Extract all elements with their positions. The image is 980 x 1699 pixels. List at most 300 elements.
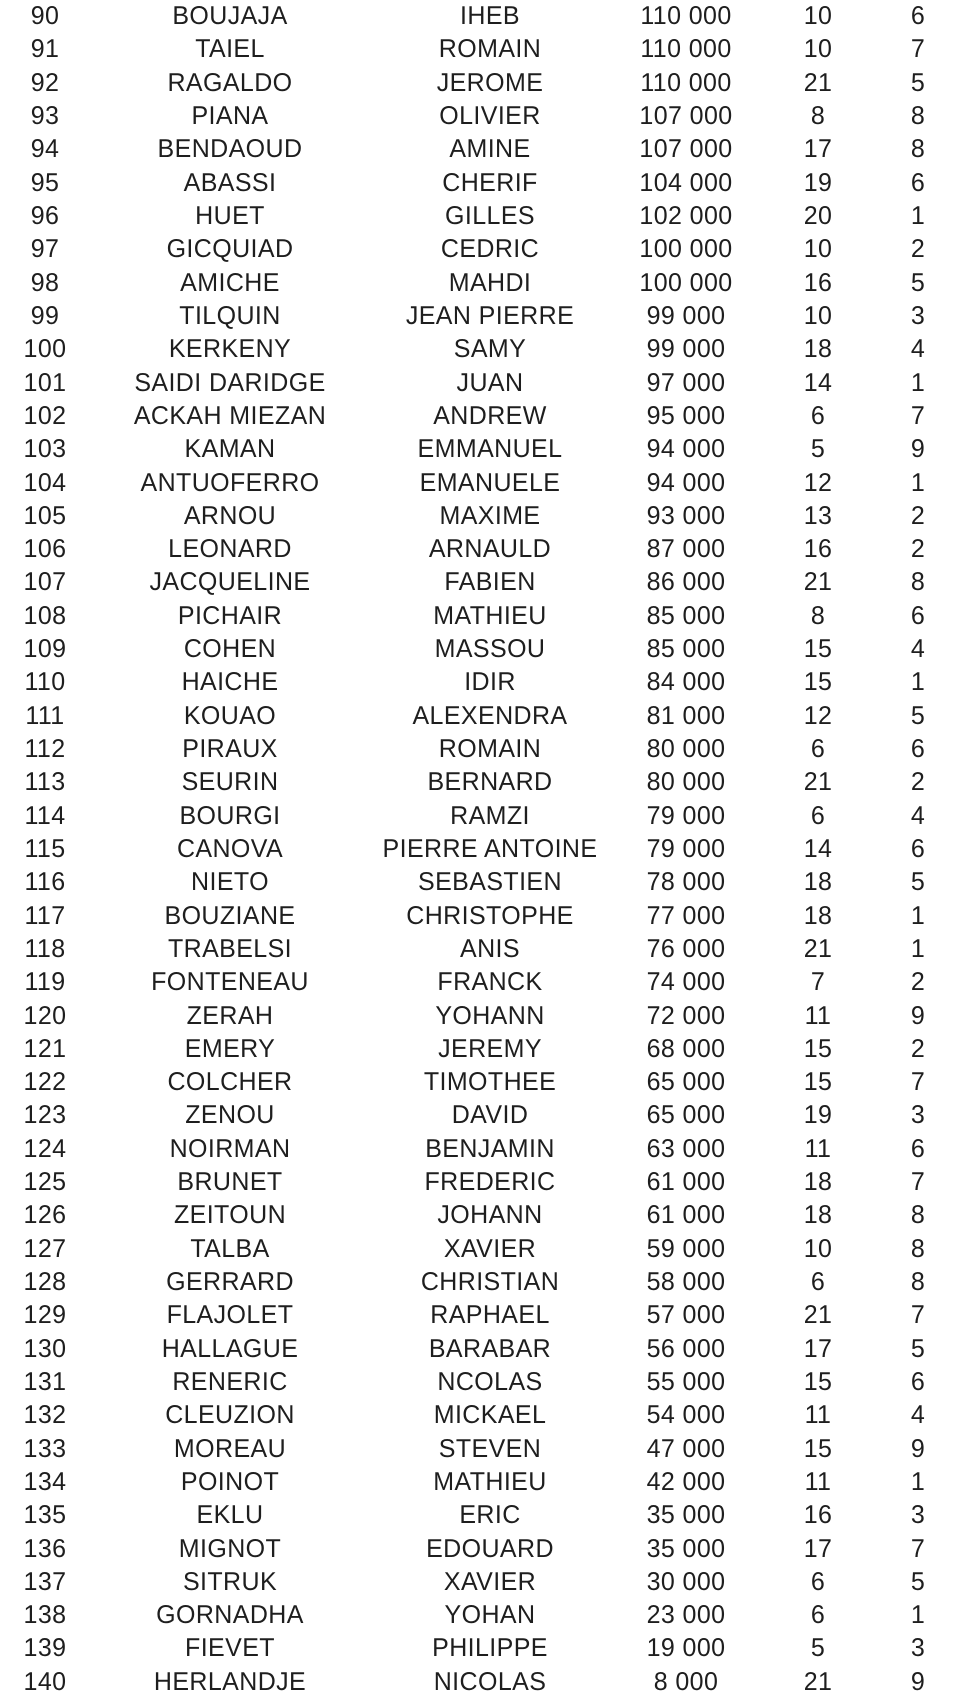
table-row xyxy=(0,1099,980,1132)
table-row xyxy=(0,200,980,233)
rank-cell: 103 xyxy=(23,434,67,464)
stat2-cell: 6 xyxy=(910,1134,926,1164)
rank-cell: 135 xyxy=(23,1500,67,1530)
table-row xyxy=(0,1199,980,1232)
last-name-cell: ZEITOUN xyxy=(173,1200,287,1230)
first-name-cell: ARNAULD xyxy=(428,534,552,564)
table-row xyxy=(0,133,980,166)
rank-cell: 127 xyxy=(23,1234,67,1264)
stat1-cell: 6 xyxy=(810,1567,826,1597)
stat2-cell: 5 xyxy=(910,1334,926,1364)
score-cell: 61 000 xyxy=(646,1167,726,1197)
stat2-cell: 8 xyxy=(910,1234,926,1264)
first-name-cell: JEAN PIERRE xyxy=(405,301,575,331)
last-name-cell: GERRARD xyxy=(166,1267,294,1297)
rank-cell: 138 xyxy=(23,1600,67,1630)
stat1-cell: 8 xyxy=(810,101,826,131)
stat1-cell: 18 xyxy=(803,1167,833,1197)
table-row xyxy=(0,1233,980,1266)
score-cell: 80 000 xyxy=(646,767,726,797)
stat1-cell: 10 xyxy=(803,301,833,331)
first-name-cell: ANIS xyxy=(460,934,520,964)
first-name-cell: AMINE xyxy=(449,134,531,164)
first-name-cell: BERNARD xyxy=(427,767,553,797)
table-row xyxy=(0,899,980,932)
first-name-cell: FREDERIC xyxy=(424,1167,556,1197)
first-name-cell: OLIVIER xyxy=(439,101,541,131)
score-cell: 99 000 xyxy=(646,334,726,364)
stat2-cell: 9 xyxy=(910,434,926,464)
stat1-cell: 11 xyxy=(804,1467,832,1497)
stat1-cell: 11 xyxy=(804,1134,832,1164)
score-cell: 72 000 xyxy=(646,1001,726,1030)
table-row xyxy=(0,1033,980,1066)
table-row xyxy=(0,1299,980,1332)
score-cell: 81 000 xyxy=(646,701,726,731)
table-row xyxy=(0,766,980,799)
stat1-cell: 11 xyxy=(804,1001,832,1030)
stat2-cell: 2 xyxy=(910,1034,926,1064)
stat2-cell: 1 xyxy=(910,201,926,231)
table-row xyxy=(0,366,980,399)
rank-cell: 108 xyxy=(23,601,67,631)
rank-cell: 105 xyxy=(23,501,67,531)
last-name-cell: COHEN xyxy=(183,634,277,664)
score-cell: 63 000 xyxy=(646,1134,726,1164)
first-name-cell: NICOLAS xyxy=(433,1667,547,1697)
rank-cell: 117 xyxy=(24,901,66,930)
stat1-cell: 6 xyxy=(810,1267,826,1297)
table-row xyxy=(0,167,980,200)
table-row xyxy=(0,100,980,133)
score-cell: 78 000 xyxy=(646,867,726,897)
stat1-cell: 17 xyxy=(803,1334,833,1364)
table-row xyxy=(0,1532,980,1565)
last-name-cell: MOREAU xyxy=(173,1434,287,1463)
score-cell: 99 000 xyxy=(646,301,726,331)
stat1-cell: 11 xyxy=(804,1400,832,1430)
table-row xyxy=(0,1432,980,1465)
first-name-cell: JEROME xyxy=(436,68,544,98)
last-name-cell: GICQUIAD xyxy=(166,234,294,264)
rank-cell: 122 xyxy=(23,1067,67,1097)
stat2-cell: 1 xyxy=(910,1467,926,1497)
first-name-cell: NCOLAS xyxy=(437,1367,543,1397)
stat2-cell: 3 xyxy=(910,1500,926,1530)
table-row xyxy=(0,733,980,766)
score-cell: 80 000 xyxy=(646,734,726,764)
stat2-cell: 6 xyxy=(910,1367,926,1397)
first-name-cell: MAHDI xyxy=(448,268,532,298)
score-cell: 85 000 xyxy=(646,601,726,631)
stat1-cell: 19 xyxy=(803,168,833,198)
score-cell: 23 000 xyxy=(646,1600,726,1630)
stat2-cell: 8 xyxy=(910,568,926,597)
score-cell: 97 000 xyxy=(646,368,726,397)
score-cell: 110 000 xyxy=(640,35,732,64)
rank-cell: 132 xyxy=(23,1400,67,1430)
score-cell: 74 000 xyxy=(646,967,726,997)
last-name-cell: HUET xyxy=(195,201,265,231)
score-cell: 56 000 xyxy=(646,1334,726,1364)
rank-cell: 114 xyxy=(24,801,66,831)
table-row xyxy=(0,1133,980,1166)
rank-cell: 98 xyxy=(30,268,60,298)
stat1-cell: 6 xyxy=(810,734,826,764)
last-name-cell: NOIRMAN xyxy=(169,1134,291,1164)
first-name-cell: IHEB xyxy=(460,1,520,31)
last-name-cell: FIEVET xyxy=(185,1634,275,1663)
last-name-cell: PICHAIR xyxy=(177,601,283,631)
score-cell: 58 000 xyxy=(646,1267,726,1297)
table-row xyxy=(0,533,980,566)
table-row xyxy=(0,1666,980,1699)
rank-cell: 91 xyxy=(30,35,60,64)
stat2-cell: 3 xyxy=(910,1101,926,1130)
stat1-cell: 21 xyxy=(803,767,833,797)
first-name-cell: JOHANN xyxy=(437,1200,543,1230)
last-name-cell: SEURIN xyxy=(181,767,279,797)
first-name-cell: PHILIPPE xyxy=(432,1634,548,1663)
stat2-cell: 2 xyxy=(910,534,926,564)
stat2-cell: 9 xyxy=(910,1001,926,1030)
stat1-cell: 13 xyxy=(803,501,833,531)
table-row xyxy=(0,1366,980,1399)
table-row xyxy=(0,566,980,599)
first-name-cell: RAMZI xyxy=(450,801,530,831)
score-cell: 77 000 xyxy=(646,901,726,930)
stat2-cell: 2 xyxy=(910,767,926,797)
rank-cell: 136 xyxy=(23,1534,67,1563)
stat1-cell: 6 xyxy=(810,1600,826,1630)
last-name-cell: ACKAH MIEZAN xyxy=(133,401,327,431)
score-cell: 35 000 xyxy=(646,1500,726,1530)
rank-cell: 100 xyxy=(23,334,67,364)
first-name-cell: YOHAN xyxy=(444,1600,536,1630)
table-row xyxy=(0,400,980,433)
first-name-cell: ERIC xyxy=(459,1500,521,1530)
stat1-cell: 18 xyxy=(803,1200,833,1230)
last-name-cell: FLAJOLET xyxy=(166,1300,294,1330)
first-name-cell: CHRISTOPHE xyxy=(406,901,574,930)
last-name-cell: JACQUELINE xyxy=(149,568,311,597)
stat2-cell: 9 xyxy=(910,1667,926,1697)
last-name-cell: FONTENEAU xyxy=(151,967,309,997)
last-name-cell: TILQUIN xyxy=(179,301,281,331)
rank-cell: 134 xyxy=(23,1467,67,1497)
stat1-cell: 15 xyxy=(803,1367,833,1397)
table-row xyxy=(0,1066,980,1099)
score-cell: 79 000 xyxy=(646,834,726,864)
rank-cell: 129 xyxy=(23,1300,67,1330)
table-row xyxy=(0,1399,980,1432)
score-cell: 61 000 xyxy=(646,1200,726,1230)
score-cell: 55 000 xyxy=(646,1367,726,1397)
stat2-cell: 7 xyxy=(910,35,926,64)
first-name-cell: SEBASTIEN xyxy=(418,867,562,897)
stat2-cell: 4 xyxy=(910,634,926,664)
table-row xyxy=(0,333,980,366)
last-name-cell: BOUZIANE xyxy=(164,901,296,930)
last-name-cell: KAMAN xyxy=(184,434,276,464)
stat1-cell: 16 xyxy=(803,1500,833,1530)
rank-cell: 119 xyxy=(24,967,66,997)
first-name-cell: EMANUELE xyxy=(419,468,561,497)
stat1-cell: 18 xyxy=(803,334,833,364)
stat1-cell: 20 xyxy=(803,201,833,231)
table-row xyxy=(0,1632,980,1665)
stat2-cell: 2 xyxy=(910,234,926,264)
last-name-cell: ARNOU xyxy=(183,501,277,531)
first-name-cell: FRANCK xyxy=(437,967,543,997)
table-row xyxy=(0,800,980,833)
first-name-cell: GILLES xyxy=(445,201,535,231)
table-row xyxy=(0,700,980,733)
stat1-cell: 16 xyxy=(803,534,833,564)
stat2-cell: 1 xyxy=(910,468,926,497)
rank-cell: 112 xyxy=(24,734,66,764)
score-cell: 76 000 xyxy=(646,934,726,964)
stat2-cell: 8 xyxy=(910,1267,926,1297)
score-cell: 94 000 xyxy=(646,468,726,497)
last-name-cell: SAIDI DARIDGE xyxy=(134,368,326,397)
stat2-cell: 1 xyxy=(910,1600,926,1630)
score-cell: 100 000 xyxy=(639,268,733,298)
rank-cell: 111 xyxy=(25,701,65,731)
stat1-cell: 14 xyxy=(803,834,833,864)
last-name-cell: KERKENY xyxy=(168,334,292,364)
stat2-cell: 1 xyxy=(910,901,926,930)
stat2-cell: 7 xyxy=(910,1534,926,1563)
last-name-cell: ZERAH xyxy=(186,1001,274,1030)
stat1-cell: 16 xyxy=(803,268,833,298)
first-name-cell: FABIEN xyxy=(444,568,536,597)
rank-cell: 109 xyxy=(23,634,67,664)
first-name-cell: JUAN xyxy=(456,368,524,397)
last-name-cell: PIRAUX xyxy=(182,734,278,764)
last-name-cell: HAICHE xyxy=(181,667,279,697)
stat1-cell: 17 xyxy=(803,134,833,164)
last-name-cell: ANTUOFERRO xyxy=(140,468,320,497)
table-row xyxy=(0,1499,980,1532)
last-name-cell: EMERY xyxy=(184,1034,276,1064)
last-name-cell: BRUNET xyxy=(177,1167,283,1197)
rank-cell: 113 xyxy=(24,767,66,797)
stat1-cell: 18 xyxy=(803,867,833,897)
score-cell: 19 000 xyxy=(646,1634,726,1663)
stat1-cell: 7 xyxy=(810,967,826,997)
first-name-cell: DAVID xyxy=(451,1101,529,1130)
last-name-cell: KOUAO xyxy=(183,701,277,731)
stat2-cell: 5 xyxy=(910,867,926,897)
table-row xyxy=(0,433,980,466)
last-name-cell: AMICHE xyxy=(180,268,280,298)
table-row xyxy=(0,833,980,866)
score-cell: 47 000 xyxy=(646,1434,726,1463)
stat1-cell: 15 xyxy=(803,1034,833,1064)
last-name-cell: MIGNOT xyxy=(178,1534,282,1563)
stat1-cell: 18 xyxy=(803,901,833,930)
stat1-cell: 12 xyxy=(803,701,833,731)
rank-cell: 130 xyxy=(23,1334,67,1364)
first-name-cell: YOHANN xyxy=(435,1001,545,1030)
first-name-cell: TIMOTHEE xyxy=(423,1067,557,1097)
score-cell: 100 000 xyxy=(639,234,733,264)
rank-cell: 128 xyxy=(23,1267,67,1297)
stat1-cell: 8 xyxy=(810,601,826,631)
table-row xyxy=(0,999,980,1032)
score-cell: 102 000 xyxy=(639,201,733,231)
table-row xyxy=(0,0,980,33)
rank-cell: 126 xyxy=(23,1200,67,1230)
first-name-cell: PIERRE ANTOINE xyxy=(382,834,598,864)
score-cell: 79 000 xyxy=(646,801,726,831)
score-cell: 87 000 xyxy=(646,534,726,564)
first-name-cell: CEDRIC xyxy=(440,234,540,264)
table-row xyxy=(0,1466,980,1499)
score-cell: 35 000 xyxy=(646,1534,726,1563)
first-name-cell: XAVIER xyxy=(443,1234,537,1264)
rank-cell: 93 xyxy=(30,101,60,131)
table-row xyxy=(0,267,980,300)
stat1-cell: 5 xyxy=(810,434,826,464)
stat1-cell: 10 xyxy=(803,234,833,264)
stat2-cell: 4 xyxy=(910,1400,926,1430)
first-name-cell: MASSOU xyxy=(434,634,546,664)
stat1-cell: 21 xyxy=(803,934,833,964)
stat2-cell: 6 xyxy=(910,168,926,198)
rank-cell: 90 xyxy=(30,1,60,31)
stat1-cell: 14 xyxy=(803,368,833,397)
score-cell: 107 000 xyxy=(639,101,733,131)
score-cell: 57 000 xyxy=(646,1300,726,1330)
stat2-cell: 1 xyxy=(910,934,926,964)
first-name-cell: ROMAIN xyxy=(438,734,542,764)
stat2-cell: 3 xyxy=(910,301,926,331)
score-cell: 59 000 xyxy=(646,1234,726,1264)
stat2-cell: 3 xyxy=(910,1634,926,1663)
stat1-cell: 21 xyxy=(803,1300,833,1330)
score-cell: 110 000 xyxy=(640,68,732,98)
table-row xyxy=(0,633,980,666)
rank-cell: 115 xyxy=(24,834,66,864)
rank-cell: 116 xyxy=(24,867,66,897)
table-row xyxy=(0,1266,980,1299)
first-name-cell: SAMY xyxy=(453,334,527,364)
table-row xyxy=(0,466,980,499)
stat1-cell: 12 xyxy=(803,468,833,497)
table-row xyxy=(0,933,980,966)
score-cell: 65 000 xyxy=(646,1101,726,1130)
stat1-cell: 15 xyxy=(803,1067,833,1097)
stat1-cell: 6 xyxy=(810,801,826,831)
stat1-cell: 10 xyxy=(803,1,833,31)
rank-cell: 95 xyxy=(30,168,60,198)
last-name-cell: ABASSI xyxy=(183,168,277,198)
rank-cell: 101 xyxy=(23,368,67,397)
rank-cell: 99 xyxy=(30,301,60,331)
rank-cell: 104 xyxy=(23,468,67,497)
score-cell: 68 000 xyxy=(646,1034,726,1064)
table-row xyxy=(0,233,980,266)
stat2-cell: 7 xyxy=(910,1067,926,1097)
last-name-cell: RENERIC xyxy=(172,1367,288,1397)
table-row xyxy=(0,500,980,533)
rank-cell: 133 xyxy=(23,1434,67,1463)
last-name-cell: TRABELSI xyxy=(167,934,293,964)
score-cell: 65 000 xyxy=(646,1067,726,1097)
stat1-cell: 21 xyxy=(803,68,833,98)
last-name-cell: TAIEL xyxy=(195,35,265,64)
first-name-cell: IDIR xyxy=(464,667,516,697)
first-name-cell: ALEXENDRA xyxy=(412,701,568,731)
stat2-cell: 7 xyxy=(910,1167,926,1197)
rank-cell: 139 xyxy=(23,1634,67,1663)
table-row xyxy=(0,966,980,999)
table-row xyxy=(0,67,980,100)
stat2-cell: 8 xyxy=(910,134,926,164)
first-name-cell: EDOUARD xyxy=(426,1534,554,1563)
score-cell: 86 000 xyxy=(646,568,726,597)
last-name-cell: CANOVA xyxy=(176,834,284,864)
stat2-cell: 5 xyxy=(910,701,926,731)
first-name-cell: EMMANUEL xyxy=(417,434,563,464)
first-name-cell: XAVIER xyxy=(443,1567,537,1597)
rank-cell: 125 xyxy=(23,1167,67,1197)
last-name-cell: POINOT xyxy=(180,1467,280,1497)
stat2-cell: 7 xyxy=(910,1300,926,1330)
score-cell: 104 000 xyxy=(639,168,733,198)
stat2-cell: 8 xyxy=(910,101,926,131)
table-row xyxy=(0,1333,980,1366)
stat1-cell: 6 xyxy=(810,401,826,431)
rank-cell: 131 xyxy=(23,1367,67,1397)
score-cell: 54 000 xyxy=(646,1400,726,1430)
last-name-cell: BOURGI xyxy=(179,801,281,831)
stat2-cell: 5 xyxy=(910,68,926,98)
stat2-cell: 6 xyxy=(910,834,926,864)
stat2-cell: 2 xyxy=(910,501,926,531)
score-cell: 93 000 xyxy=(646,501,726,531)
rank-cell: 137 xyxy=(23,1567,67,1597)
last-name-cell: EKLU xyxy=(196,1500,264,1530)
rank-cell: 106 xyxy=(23,534,67,564)
stat2-cell: 1 xyxy=(910,368,926,397)
first-name-cell: MICKAEL xyxy=(433,1400,547,1430)
last-name-cell: BENDAOUD xyxy=(157,134,303,164)
last-name-cell: COLCHER xyxy=(167,1067,293,1097)
last-name-cell: PIANA xyxy=(191,101,269,131)
stat1-cell: 19 xyxy=(803,1101,833,1130)
rank-cell: 92 xyxy=(30,68,60,98)
score-cell: 107 000 xyxy=(639,134,733,164)
last-name-cell: RAGALDO xyxy=(167,68,293,98)
stat2-cell: 2 xyxy=(910,967,926,997)
rank-cell: 124 xyxy=(23,1134,67,1164)
last-name-cell: NIETO xyxy=(191,867,269,897)
table-row xyxy=(0,300,980,333)
stat2-cell: 7 xyxy=(910,401,926,431)
stat1-cell: 21 xyxy=(803,1667,833,1697)
stat1-cell: 5 xyxy=(810,1634,826,1663)
last-name-cell: HERLANDJE xyxy=(153,1667,307,1697)
score-cell: 94 000 xyxy=(646,434,726,464)
rank-cell: 107 xyxy=(23,568,67,597)
stat1-cell: 17 xyxy=(803,1534,833,1563)
score-cell: 30 000 xyxy=(646,1567,726,1597)
table-row xyxy=(0,1599,980,1632)
table-row xyxy=(0,1166,980,1199)
